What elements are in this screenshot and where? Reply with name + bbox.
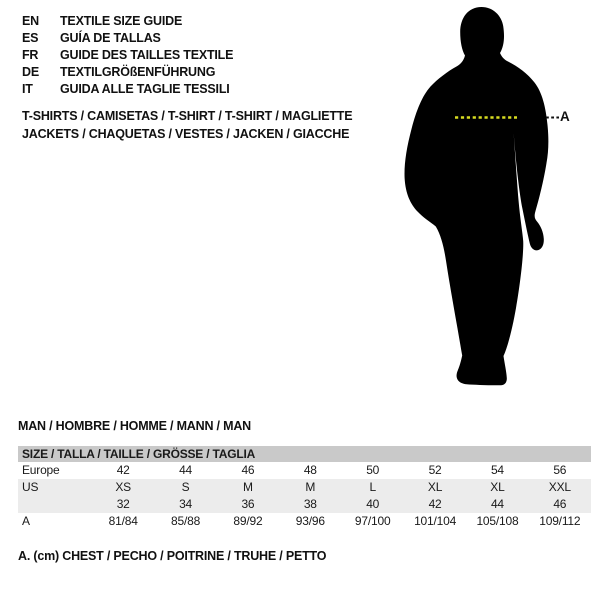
table-cell: 32 <box>116 497 130 511</box>
table-cell: 46 <box>553 497 567 511</box>
table-cell: 54 <box>490 463 504 477</box>
size-table-header: SIZE / TALLA / TAILLE / GRÖSSE / TAGLIA <box>18 446 591 462</box>
table-cell: M <box>305 480 316 494</box>
table-cell: 89/92 <box>233 514 263 528</box>
table-cell: 42 <box>116 463 130 477</box>
guide-title: TEXTILGRÖßENFÜHRUNG <box>60 65 216 79</box>
table-cell: 101/104 <box>414 514 457 528</box>
category-tshirts: T-SHIRTS / CAMISETAS / T-SHIRT / T-SHIRT / MAGLIETTE <box>22 109 353 123</box>
table-cell: XL <box>490 480 505 494</box>
table-cell: 97/100 <box>354 514 391 528</box>
language-row <box>22 81 233 98</box>
language-code: DE <box>22 65 39 79</box>
section-title-man: MAN / HOMBRE / HOMME / MANN / MAN <box>18 419 251 433</box>
table-cell: XL <box>427 480 443 494</box>
language-guide-list <box>22 13 233 98</box>
language-row <box>22 64 233 81</box>
guide-title: TEXTILE SIZE GUIDE <box>60 14 183 28</box>
row-label <box>18 496 92 513</box>
language-code: IT <box>22 82 33 96</box>
table-cell: XXL <box>548 480 571 494</box>
category-list <box>22 108 352 143</box>
table-cell: 56 <box>553 463 567 477</box>
table-cell: 81/84 <box>108 514 138 528</box>
table-row-us-numeric <box>18 496 591 513</box>
table-cell: 85/88 <box>171 514 201 528</box>
table-cell: 44 <box>179 463 193 477</box>
guide-title: GUIDE DES TAILLES TEXTILE <box>60 48 234 62</box>
guide-title: GUIDA ALLE TAGLIE TESSILI <box>60 82 230 96</box>
table-cell: M <box>243 480 253 494</box>
row-label: Europe <box>22 463 60 477</box>
table-cell: L <box>369 480 376 494</box>
language-code: EN <box>22 14 39 28</box>
row-label: US <box>22 480 39 494</box>
man-silhouette <box>395 0 580 395</box>
language-row <box>22 13 233 30</box>
table-row-us <box>18 479 591 496</box>
guide-title: GUÍA DE TALLAS <box>60 31 161 45</box>
measurement-footnote: A. (cm) CHEST / PECHO / POITRINE / TRUHE / PETTO <box>18 549 327 563</box>
man-silhouette-shape <box>405 7 549 385</box>
table-cell: 109/112 <box>539 514 581 528</box>
table-cell: 36 <box>241 497 255 511</box>
table-cell: 50 <box>366 463 380 477</box>
table-cell: 48 <box>303 463 317 477</box>
measure-label-a: A <box>560 109 570 124</box>
table-cell: 38 <box>303 497 317 511</box>
language-row <box>22 47 233 64</box>
language-code: FR <box>22 48 39 62</box>
table-cell: S <box>181 480 190 494</box>
table-cell: 105/108 <box>476 514 519 528</box>
table-cell: 44 <box>490 497 504 511</box>
table-cell: 34 <box>179 497 193 511</box>
table-row-europe <box>18 462 591 479</box>
row-label: A <box>22 514 30 528</box>
table-row-chest-a <box>18 513 591 530</box>
table-cell: 52 <box>428 463 442 477</box>
size-table <box>18 446 591 530</box>
language-code: ES <box>22 31 39 45</box>
language-row <box>22 30 233 47</box>
table-cell: 42 <box>428 497 442 511</box>
table-cell: 40 <box>366 497 380 511</box>
category-jackets: JACKETS / CHAQUETAS / VESTES / JACKEN / GIACCHE <box>22 126 350 141</box>
table-cell: XS <box>115 480 131 494</box>
table-cell: 46 <box>241 463 255 477</box>
table-cell: 93/96 <box>295 514 325 528</box>
